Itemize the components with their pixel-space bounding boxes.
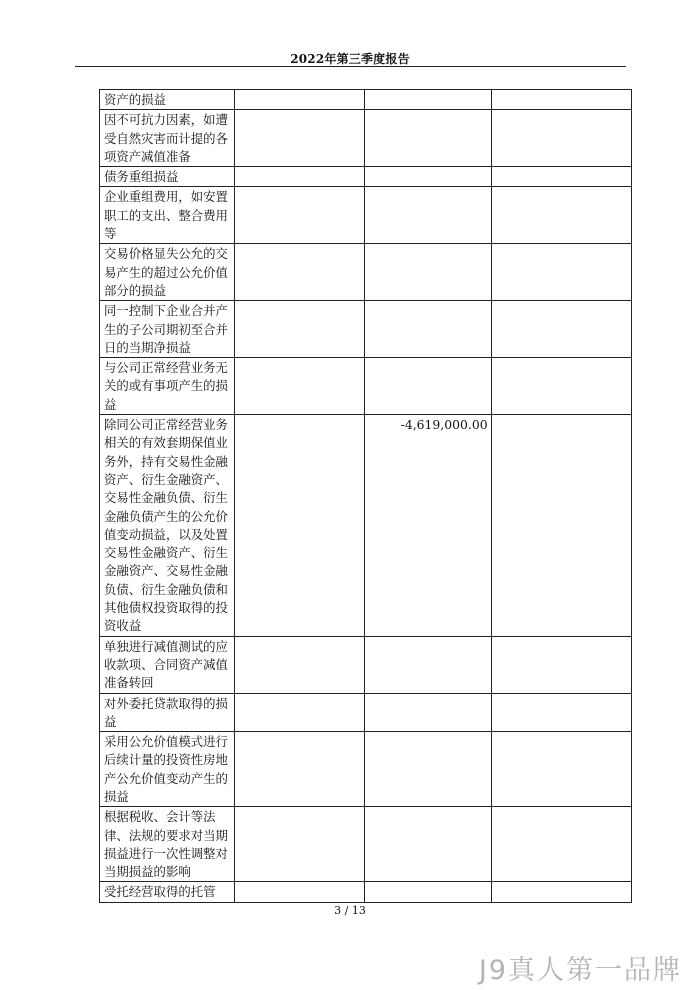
row-cell-amount: -4,619,000.00 [365,415,491,637]
row-cell-a [235,693,365,732]
row-cell-c [491,693,631,732]
table-row [100,187,632,244]
row-cell-amount [365,807,491,882]
row-cell-a [235,358,365,415]
watermark-text: J9真人第一品牌 [478,955,682,986]
row-cell-a [235,90,365,110]
table-row [100,90,632,110]
table-row [100,636,632,693]
row-cell-c [491,110,631,167]
row-cell-amount [365,187,491,244]
row-item-label: 债务重组损益 [100,167,235,187]
row-item-label: 根据税收、会计等法律、法规的要求对当期损益进行一次性调整对当期损益的影响 [100,807,235,882]
row-item-label: 受托经营取得的托管 [100,882,235,902]
table-row [100,693,632,732]
row-cell-amount [365,301,491,358]
row-item-label: 与公司正常经营业务无关的或有事项产生的损益 [100,358,235,415]
row-cell-c [491,187,631,244]
row-cell-a [235,301,365,358]
row-cell-amount [365,636,491,693]
row-cell-a [235,167,365,187]
row-cell-c [491,167,631,187]
row-cell-amount [365,732,491,807]
row-item-label: 交易价格显失公允的交易产生的超过公允价值部分的损益 [100,244,235,301]
row-cell-a [235,244,365,301]
row-cell-amount [365,693,491,732]
row-cell-c [491,415,631,637]
row-item-label: 除同公司正常经营业务相关的有效套期保值业务外，持有交易性金融资产、衍生金融资产、交易性金融负债、衍生金融负债产生的公允价值变动损益，以及处置交易性金融资产、衍生金融资产、交易性金融负债、衍生金融负债和其他债权投资取得的投资收益 [100,415,235,637]
row-cell-amount [365,244,491,301]
row-cell-amount [365,882,491,902]
table-row [100,732,632,807]
row-cell-c [491,732,631,807]
row-cell-a [235,807,365,882]
row-cell-c [491,358,631,415]
table-row [100,167,632,187]
table-row [100,301,632,358]
row-cell-a [235,110,365,167]
row-cell-amount [365,110,491,167]
row-item-label: 企业重组费用，如安置职工的支出、整合费用等 [100,187,235,244]
row-item-label: 采用公允价值模式进行后续计量的投资性房地产公允价值变动产生的损益 [100,732,235,807]
table-row [100,415,632,637]
row-cell-amount [365,90,491,110]
row-item-label: 同一控制下企业合并产生的子公司期初至合并日的当期净损益 [100,301,235,358]
report-header-title: 2022年第三季度报告 [290,52,410,66]
row-cell-a [235,415,365,637]
row-cell-amount [365,167,491,187]
row-cell-c [491,807,631,882]
header-divider [75,66,626,67]
row-cell-c [491,636,631,693]
row-cell-c [491,244,631,301]
table-row [100,358,632,415]
row-cell-a [235,187,365,244]
table-row [100,882,632,902]
page-number: 3 / 13 [334,904,366,917]
non-recurring-items-table [99,89,632,903]
row-item-label: 资产的损益 [100,90,235,110]
table-row [100,807,632,882]
row-cell-a [235,882,365,902]
row-cell-a [235,732,365,807]
row-cell-c [491,882,631,902]
row-item-label: 单独进行减值测试的应收款项、合同资产减值准备转回 [100,636,235,693]
row-cell-c [491,90,631,110]
row-cell-amount [365,358,491,415]
row-item-label: 对外委托贷款取得的损益 [100,693,235,732]
row-cell-c [491,301,631,358]
row-cell-a [235,636,365,693]
table-row [100,244,632,301]
row-item-label: 因不可抗力因素，如遭受自然灾害而计提的各项资产减值准备 [100,110,235,167]
table-row [100,110,632,167]
